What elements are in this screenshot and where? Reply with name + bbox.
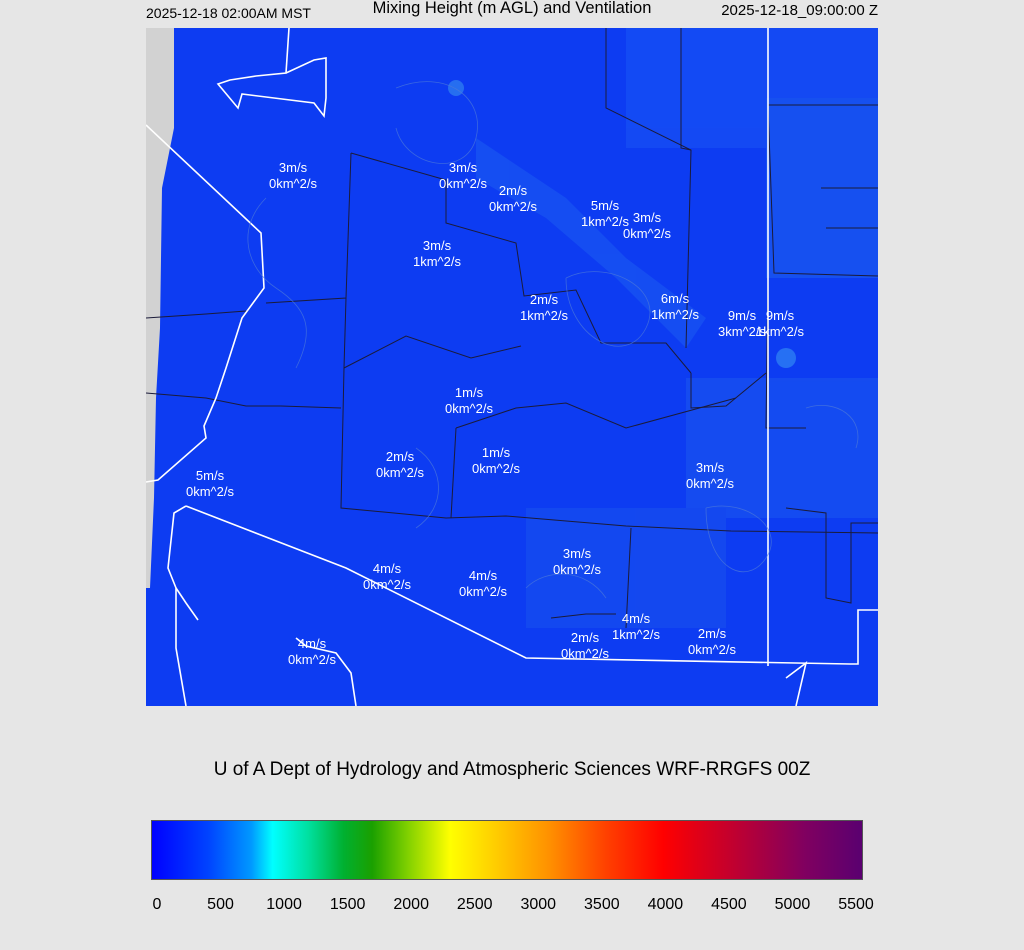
model-credit: U of A Dept of Hydrology and Atmospheric Sciences WRF-RRGFS 00Z	[213, 759, 811, 780]
mixing-height-map	[146, 28, 878, 706]
station-label	[561, 630, 609, 662]
station-label	[553, 546, 601, 578]
colorbar-tick-label: 3500	[584, 896, 620, 913]
ventilation-rate: 1km^2/s	[519, 308, 569, 323]
wind-speed: 9m/s	[727, 308, 757, 323]
ventilation-rate: 1km^2/s	[611, 627, 661, 642]
field-texture	[448, 28, 878, 628]
station-label	[756, 308, 804, 340]
station-label	[459, 568, 507, 600]
station-label	[686, 460, 734, 492]
wind-speed: 9m/s	[765, 308, 795, 323]
colorbar-tick-label: 1500	[329, 896, 366, 913]
ventilation-rate: 0km^2/s	[458, 584, 508, 599]
ventilation-rate: 0km^2/s	[687, 642, 737, 657]
ventilation-rate: 1km^2/s	[412, 254, 462, 269]
ventilation-rate: 0km^2/s	[287, 652, 337, 667]
wind-speed: 3m/s	[632, 210, 662, 225]
station-label	[413, 238, 461, 270]
ventilation-rate: 0km^2/s	[552, 562, 602, 577]
wind-speed: 2m/s	[697, 626, 727, 641]
colorbar-tick-label: 2500	[456, 896, 493, 913]
ventilation-rate: 0km^2/s	[622, 226, 672, 241]
colorbar-tick-label: 4500	[711, 896, 747, 913]
valid-time-local: 2025-12-18 02:00AM MST	[146, 5, 311, 21]
station-label	[489, 183, 537, 215]
ventilation-rate: 0km^2/s	[488, 199, 538, 214]
wind-speed: 2m/s	[570, 630, 600, 645]
wind-speed: 4m/s	[297, 636, 327, 651]
station-label	[186, 468, 234, 500]
ventilation-rate: 1km^2/s	[755, 324, 805, 339]
ventilation-rate: 0km^2/s	[185, 484, 235, 499]
station-label	[288, 636, 336, 668]
wind-speed: 5m/s	[590, 198, 620, 213]
colorbar-tick-label: 0	[152, 896, 162, 913]
colorbar-tick-label: 4000	[647, 896, 684, 913]
valid-time-utc: 2025-12-18_09:00:00 Z	[721, 2, 878, 19]
station-label	[376, 449, 424, 481]
station-label	[439, 160, 487, 192]
colorbar-tick-label: 2000	[393, 896, 429, 913]
state-borders	[146, 28, 878, 706]
ventilation-rate: 0km^2/s	[375, 465, 425, 480]
ventilation-rate: 0km^2/s	[362, 577, 412, 592]
station-label	[472, 445, 520, 477]
wind-speed: 3m/s	[562, 546, 592, 561]
wind-speed: 1m/s	[454, 385, 484, 400]
colorbar-tick-label: 5500	[838, 896, 874, 913]
wind-speed: 5m/s	[195, 468, 225, 483]
station-label	[612, 611, 660, 643]
station-label	[581, 198, 629, 230]
ventilation-rate: 0km^2/s	[685, 476, 735, 491]
wind-speed: 3m/s	[448, 160, 478, 175]
wind-speed: 3m/s	[695, 460, 725, 475]
wind-speed: 3m/s	[278, 160, 308, 175]
wind-speed: 1m/s	[481, 445, 511, 460]
station-label	[269, 160, 317, 192]
wind-speed: 2m/s	[498, 183, 528, 198]
colorbar-tick-label: 1000	[266, 896, 302, 913]
wind-speed: 6m/s	[660, 291, 690, 306]
ventilation-rate: 0km^2/s	[471, 461, 521, 476]
ventilation-rate: 3km^2/s	[717, 324, 767, 339]
ventilation-rate: 0km^2/s	[268, 176, 318, 191]
ventilation-rate: 0km^2/s	[444, 401, 494, 416]
ventilation-rate: 1km^2/s	[580, 214, 630, 229]
wind-speed: 3m/s	[422, 238, 452, 253]
no-data-region	[146, 28, 174, 588]
ventilation-rate: 0km^2/s	[560, 646, 610, 661]
station-label	[623, 210, 671, 242]
map-basemap	[146, 28, 878, 706]
station-label	[688, 626, 736, 658]
station-label	[363, 561, 411, 593]
colorbar-tick-label: 500	[207, 896, 234, 913]
wind-speed: 4m/s	[621, 611, 651, 626]
map-title: Mixing Height (m AGL) and Ventilation	[372, 0, 652, 17]
station-label	[651, 291, 699, 323]
station-label	[520, 292, 568, 324]
wind-speed: 4m/s	[468, 568, 498, 583]
station-label	[445, 385, 493, 417]
wind-speed: 2m/s	[529, 292, 559, 307]
ventilation-rate: 1km^2/s	[650, 307, 700, 322]
colorbar-tick-label: 5000	[774, 896, 811, 913]
ventilation-rate: 0km^2/s	[438, 176, 488, 191]
wind-speed: 2m/s	[385, 449, 415, 464]
colorbar-tick-label: 3000	[520, 896, 557, 913]
colorbar	[151, 820, 863, 880]
wind-speed: 4m/s	[372, 561, 402, 576]
